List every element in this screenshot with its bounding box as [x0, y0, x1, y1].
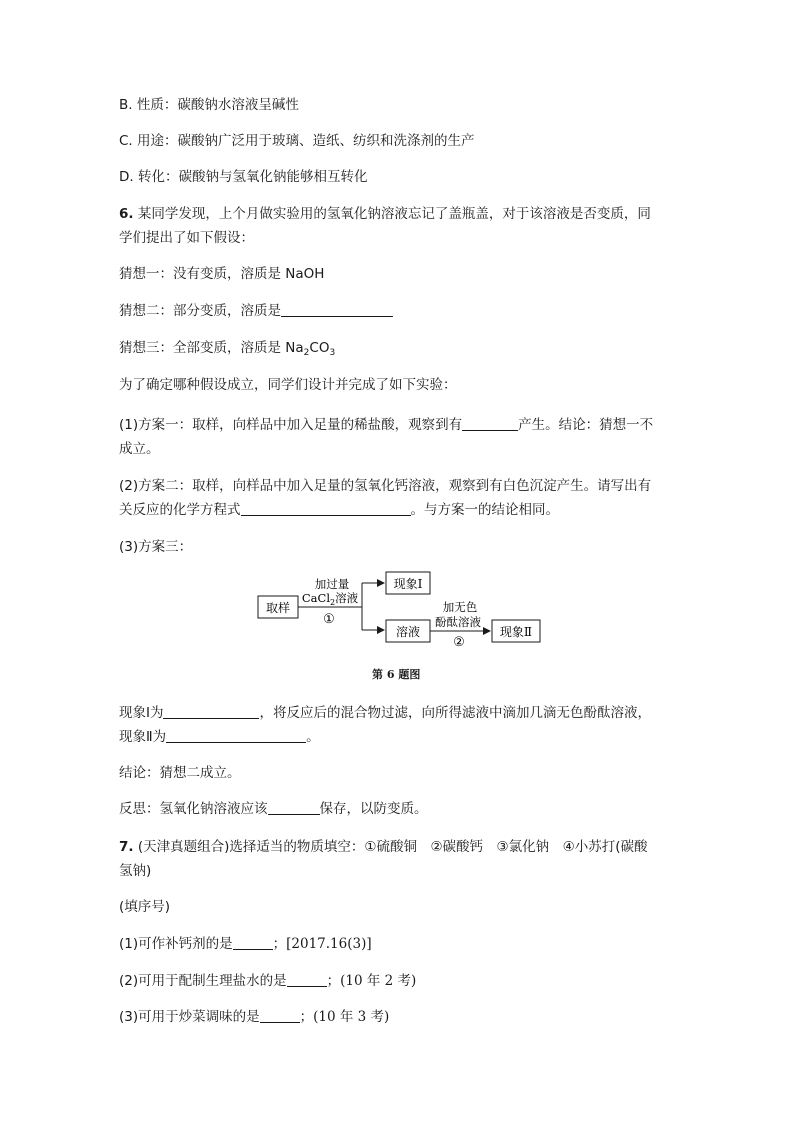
reflection-text-cont: 保存，以防变质。: [319, 801, 428, 817]
answer-blank[interactable]: [260, 1008, 300, 1023]
plan-1-text: (1)方案一：取样，向样品中加入足量的稀盐酸，观察到有: [119, 417, 463, 433]
step-2-marker: ②: [453, 635, 465, 650]
question-number: 6.: [119, 206, 134, 222]
plan-2-cont: [119, 501, 559, 519]
question-6-stem-cont: 学们提出了如下假设：: [119, 230, 254, 246]
reagent-1-top: 加过量: [314, 577, 350, 591]
guess-2-text: 猜想二：部分变质，溶质是: [119, 303, 281, 319]
answer-blank[interactable]: [268, 800, 320, 815]
item-source: ；[2017.16(3)]: [272, 936, 372, 952]
item-text: (3)可用于炒菜调味的是: [119, 1009, 260, 1025]
observation-text: 现象Ⅱ为: [119, 729, 167, 745]
plan-2-text: 关反应的化学方程式: [119, 502, 241, 518]
answer-blank[interactable]: [233, 935, 273, 950]
subscript: 2: [303, 348, 310, 358]
equation-blank[interactable]: [241, 501, 411, 516]
observation-text-end: 。: [306, 729, 320, 745]
experiment-intro: 为了确定哪种假设成立，同学们设计并完成了如下实验：: [119, 377, 457, 393]
reagent-1-bottom: CaCl$_2$溶液: [301, 591, 359, 607]
question-number: 7.: [119, 839, 134, 855]
question-text: (天津真题组合)选择适当的物质填空：①硫酸铜 ②碳酸钙 ③氯化钠 ④小苏打(碳酸: [133, 839, 648, 855]
question-7-stem: [119, 838, 648, 856]
reflection-text: 反思：氢氧化钠溶液应该: [119, 801, 268, 817]
answer-blank[interactable]: [163, 704, 259, 719]
result-1-label: 现象Ⅰ: [393, 577, 423, 591]
guess-3: [119, 339, 335, 357]
question-7-stem-cont: 氢钠): [119, 863, 152, 879]
sample-label: 取样: [265, 601, 291, 615]
question-7-item-2: [119, 972, 416, 990]
item-text: (2)可用于配制生理盐水的是: [119, 973, 287, 989]
observation-line-2: [119, 728, 320, 746]
option-b: B. 性质：碳酸钠水溶液呈碱性: [119, 97, 299, 113]
step-1-marker: ①: [323, 612, 335, 627]
answer-blank[interactable]: [281, 302, 393, 317]
observation-text-cont: ，将反应后的混合物过滤，向所得滤液中滴加几滴无色酚酞溶液，: [259, 705, 651, 721]
result-2-label: 现象Ⅱ: [499, 625, 533, 639]
guess-1: 猜想一：没有变质，溶质是 NaOH: [119, 266, 325, 282]
answer-blank[interactable]: [166, 728, 306, 743]
reagent-2-top: 加无色: [442, 600, 478, 614]
observation-text: 现象Ⅰ为: [119, 705, 164, 721]
plan-2-text-cont: 。与方案一的结论相同。: [410, 502, 559, 518]
reflection: [119, 800, 428, 818]
reagent-2-bottom: 酚酞溶液: [435, 615, 481, 629]
plan-3: (3)方案三：: [119, 539, 193, 555]
formula-part: CO: [309, 340, 330, 356]
observation-line-1: [119, 704, 651, 722]
question-7-note: (填序号): [119, 899, 171, 915]
plan-2: (2)方案二：取样，向样品中加入足量的氢氧化钙溶液，观察到有白色沉淀产生。请写出有: [119, 478, 652, 494]
question-7-item-1: [119, 935, 372, 953]
answer-blank[interactable]: [462, 416, 518, 431]
guess-2: [119, 302, 393, 320]
figure-caption: 第 6 题图: [372, 668, 421, 681]
subscript: 3: [329, 348, 336, 358]
question-text: 某同学发现，上个月做实验用的氢氧化钠溶液忘记了盖瓶盖，对于该溶液是否变质，同: [133, 206, 651, 222]
conclusion: 结论：猜想二成立。: [119, 765, 241, 781]
solution-label: 溶液: [395, 625, 421, 639]
option-c: C. 用途：碳酸钠广泛用于玻璃、造纸、纺织和洗涤剂的生产: [119, 133, 475, 149]
item-text: (1)可作补钙剂的是: [119, 936, 233, 952]
item-source: ；(10 年 3 考): [299, 1009, 390, 1025]
answer-blank[interactable]: [287, 972, 327, 987]
item-source: ；(10 年 2 考): [326, 973, 417, 989]
question-6-stem: [119, 205, 651, 223]
experiment-flow-diagram: [250, 566, 560, 656]
option-d: D. 转化：碳酸钠与氢氧化钠能够相互转化: [119, 169, 368, 185]
plan-1: [119, 416, 653, 434]
guess-3-text: 猜想三：全部变质，溶质是 Na: [119, 340, 304, 356]
plan-1-cont: 成立。: [119, 441, 160, 457]
question-7-item-3: [119, 1008, 389, 1026]
plan-1-text-cont: 产生。结论：猜想一不: [518, 417, 654, 433]
